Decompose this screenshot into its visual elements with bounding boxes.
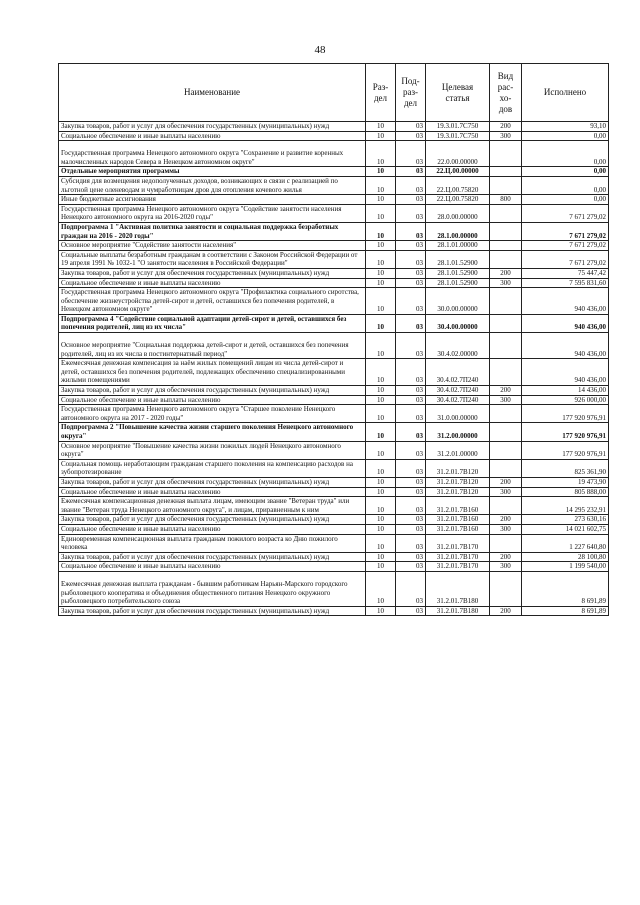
cell-section: 10 — [366, 288, 396, 315]
cell-name: Закупка товаров, работ и услуг для обеспечения государственных (муниципальных) нужд — [59, 386, 366, 396]
cell-target-article: 31.2.01.7В120 — [426, 459, 490, 477]
cell-subsection: 03 — [396, 176, 426, 194]
cell-name: Ежемесячная денежная компенсация за наём жилых помещений лицам из числа детей-сирот и детей, оставшихся без попечения родителей, подлежащих обеспечению специализированными жилыми помещениями — [59, 359, 366, 386]
header-section: Раз- дел — [366, 64, 396, 122]
table-row — [59, 386, 609, 396]
cell-subsection: 03 — [396, 278, 426, 288]
cell-subsection: 03 — [396, 386, 426, 396]
cell-expense-type: 200 — [490, 122, 522, 132]
cell-expense-type: 300 — [490, 395, 522, 405]
cell-section: 10 — [366, 122, 396, 132]
cell-name: Государственная программа Ненецкого автономного округа "Сохранение и развитие коренных малочисленных народов Севера в Ненецком автономном округе" — [59, 141, 366, 167]
table-row — [59, 288, 609, 315]
cell-expense-type: 200 — [490, 268, 522, 278]
cell-expense-type: 300 — [490, 487, 522, 497]
cell-executed: 28 100,80 — [522, 552, 609, 562]
cell-expense-type — [490, 359, 522, 386]
cell-subsection: 03 — [396, 606, 426, 616]
cell-expense-type: 200 — [490, 386, 522, 396]
cell-target-article: 22.0.00.00000 — [426, 141, 490, 167]
table-row — [59, 278, 609, 288]
cell-executed: 8 691,89 — [522, 606, 609, 616]
cell-subsection: 03 — [396, 405, 426, 423]
cell-expense-type — [490, 497, 522, 515]
table-row — [59, 606, 609, 616]
cell-subsection: 03 — [396, 477, 426, 487]
cell-name: Отдельные мероприятия программы — [59, 167, 366, 177]
cell-subsection: 03 — [396, 552, 426, 562]
table-row — [59, 176, 609, 194]
cell-executed: 14 021 602,75 — [522, 524, 609, 534]
cell-name: Закупка товаров, работ и услуг для обеспечения государственных (муниципальных) нужд — [59, 477, 366, 487]
cell-subsection: 03 — [396, 250, 426, 268]
cell-name: Ежемесячная денежная выплата гражданам - бывшим работникам Нарьян-Марского городского рыболовецкого кооператива и объединения общественного питания Ненецкого окружного рыболовецкого потребительского союза — [59, 571, 366, 606]
cell-subsection: 03 — [396, 288, 426, 315]
cell-executed: 14 295 232,91 — [522, 497, 609, 515]
cell-name: Государственная программа Ненецкого автономного округа "Содействие занятости населения Ненецкого автономного округа на 2016-2020 годы" — [59, 204, 366, 222]
table-row — [59, 204, 609, 222]
cell-expense-type — [490, 222, 522, 240]
table-row — [59, 477, 609, 487]
cell-name: Подпрограмма 1 "Активная политика занятости и социальная поддержка безработных граждан на 2016 - 2020 годы" — [59, 222, 366, 240]
cell-subsection: 03 — [396, 204, 426, 222]
cell-target-article: 31.2.01.7В160 — [426, 524, 490, 534]
cell-expense-type — [490, 176, 522, 194]
budget-table — [58, 63, 609, 616]
cell-target-article: 31.2.01.00000 — [426, 441, 490, 459]
cell-executed: 7 671 279,02 — [522, 204, 609, 222]
cell-name: Государственная программа Ненецкого автономного округа "Старшее поколение Ненецкого автономного округа на 2017 - 2020 годы" — [59, 405, 366, 423]
cell-target-article: 22.Ц.00.75820 — [426, 195, 490, 205]
table-row — [59, 141, 609, 167]
cell-name: Социальное обеспечение и иные выплаты населению — [59, 562, 366, 572]
cell-expense-type — [490, 167, 522, 177]
cell-executed: 14 436,00 — [522, 386, 609, 396]
cell-expense-type — [490, 423, 522, 441]
cell-name: Социальные выплаты безработным гражданам в соответствии с Законом Российской Федерации от 19 апреля 1991 № 1032-1 "О занятости населения в Российской Федерации" — [59, 250, 366, 268]
table-row — [59, 423, 609, 441]
table-header-row — [59, 64, 609, 122]
table-row — [59, 395, 609, 405]
cell-section: 10 — [366, 571, 396, 606]
cell-subsection: 03 — [396, 423, 426, 441]
table-row — [59, 405, 609, 423]
cell-executed: 273 630,16 — [522, 515, 609, 525]
table-row — [59, 552, 609, 562]
cell-target-article: 28.1.01.52900 — [426, 250, 490, 268]
cell-section: 10 — [366, 395, 396, 405]
cell-name: Социальное обеспечение и иные выплаты населению — [59, 278, 366, 288]
cell-section: 10 — [366, 562, 396, 572]
cell-name: Подпрограмма 4 "Содействие социальной адаптации детей-сирот и детей, оставшихся без попечения родителей, лиц из их числа" — [59, 314, 366, 332]
table-row — [59, 571, 609, 606]
cell-target-article: 28.1.01.52900 — [426, 278, 490, 288]
table-row — [59, 250, 609, 268]
table-row — [59, 241, 609, 251]
cell-target-article: 30.4.02.7П240 — [426, 359, 490, 386]
cell-name: Единовременная компенсационная выплата гражданам пожилого возраста ко Дню пожилого человека — [59, 534, 366, 552]
cell-executed: 1 199 540,00 — [522, 562, 609, 572]
cell-subsection: 03 — [396, 534, 426, 552]
cell-target-article: 19.3.01.7С750 — [426, 131, 490, 141]
header-name: Наименование — [59, 64, 366, 122]
cell-section: 10 — [366, 497, 396, 515]
cell-name: Закупка товаров, работ и услуг для обеспечения государственных (муниципальных) нужд — [59, 515, 366, 525]
cell-name: Социальное обеспечение и иные выплаты населению — [59, 487, 366, 497]
cell-target-article: 31.2.01.7В160 — [426, 497, 490, 515]
cell-target-article: 31.2.01.7В180 — [426, 606, 490, 616]
cell-target-article: 28.1.00.00000 — [426, 222, 490, 240]
cell-executed: 805 888,00 — [522, 487, 609, 497]
cell-executed: 940 436,00 — [522, 314, 609, 332]
table-row — [59, 314, 609, 332]
cell-executed: 19 473,90 — [522, 477, 609, 487]
cell-executed: 177 920 976,91 — [522, 441, 609, 459]
cell-executed: 940 436,00 — [522, 359, 609, 386]
cell-name: Основное мероприятие "Содействие занятости населения" — [59, 241, 366, 251]
cell-executed: 8 691,89 — [522, 571, 609, 606]
cell-target-article: 19.3.01.7С750 — [426, 122, 490, 132]
cell-executed: 7 671 279,02 — [522, 222, 609, 240]
cell-target-article: 31.2.01.7В170 — [426, 562, 490, 572]
cell-expense-type: 300 — [490, 278, 522, 288]
table-row — [59, 195, 609, 205]
cell-target-article: 30.4.02.00000 — [426, 333, 490, 359]
cell-subsection: 03 — [396, 195, 426, 205]
cell-name: Закупка товаров, работ и услуг для обеспечения государственных (муниципальных) нужд — [59, 268, 366, 278]
cell-name: Социальное обеспечение и иные выплаты населению — [59, 395, 366, 405]
cell-executed: 7 671 279,02 — [522, 241, 609, 251]
cell-target-article: 31.2.01.7В120 — [426, 477, 490, 487]
cell-section: 10 — [366, 141, 396, 167]
cell-subsection: 03 — [396, 333, 426, 359]
cell-section: 10 — [366, 359, 396, 386]
cell-expense-type: 300 — [490, 524, 522, 534]
cell-subsection: 03 — [396, 167, 426, 177]
cell-name: Подпрограмма 2 "Повышение качества жизни старшего поколения Ненецкого автономного округа" — [59, 423, 366, 441]
cell-subsection: 03 — [396, 497, 426, 515]
cell-name: Иные бюджетные ассигнования — [59, 195, 366, 205]
cell-expense-type: 300 — [490, 562, 522, 572]
cell-executed: 926 000,00 — [522, 395, 609, 405]
table-row — [59, 167, 609, 177]
cell-name: Государственная программа Ненецкого автономного округа "Профилактика социального сиротства, обеспечение жизнеустройства детей-сирот и детей, оставшихся без попечения родителей, в Ненецком автономном округе" — [59, 288, 366, 315]
cell-subsection: 03 — [396, 487, 426, 497]
cell-section: 10 — [366, 204, 396, 222]
table-row — [59, 487, 609, 497]
cell-expense-type: 800 — [490, 195, 522, 205]
cell-executed: 940 436,00 — [522, 288, 609, 315]
cell-expense-type: 300 — [490, 131, 522, 141]
cell-subsection: 03 — [396, 515, 426, 525]
cell-expense-type — [490, 534, 522, 552]
cell-executed: 75 447,42 — [522, 268, 609, 278]
table-body — [59, 122, 609, 616]
cell-name: Закупка товаров, работ и услуг для обеспечения государственных (муниципальных) нужд — [59, 122, 366, 132]
cell-section: 10 — [366, 195, 396, 205]
cell-section: 10 — [366, 250, 396, 268]
cell-target-article: 30.4.00.00000 — [426, 314, 490, 332]
cell-target-article: 30.4.02.7П240 — [426, 386, 490, 396]
cell-section: 10 — [366, 241, 396, 251]
cell-subsection: 03 — [396, 141, 426, 167]
cell-target-article: 28.1.01.52900 — [426, 268, 490, 278]
cell-expense-type — [490, 241, 522, 251]
cell-subsection: 03 — [396, 314, 426, 332]
cell-target-article: 28.0.00.00000 — [426, 204, 490, 222]
cell-expense-type — [490, 405, 522, 423]
cell-expense-type: 200 — [490, 606, 522, 616]
cell-name: Основное мероприятие "Повышение качества жизни пожилых людей Ненецкого автономного округа" — [59, 441, 366, 459]
table-row — [59, 459, 609, 477]
cell-expense-type — [490, 141, 522, 167]
cell-subsection: 03 — [396, 131, 426, 141]
cell-section: 10 — [366, 552, 396, 562]
cell-target-article: 31.2.01.7В170 — [426, 552, 490, 562]
cell-expense-type — [490, 459, 522, 477]
cell-target-article: 30.0.00.00000 — [426, 288, 490, 315]
cell-name: Субсидия для возмещения недополученных доходов, возникающих в связи с реализацией по льготной цене оленеводам и чумработницам дров для отопления кочевого жилья — [59, 176, 366, 194]
cell-expense-type — [490, 288, 522, 315]
cell-section: 10 — [366, 423, 396, 441]
cell-section: 10 — [366, 333, 396, 359]
cell-section: 10 — [366, 222, 396, 240]
cell-executed: 177 920 976,91 — [522, 405, 609, 423]
cell-section: 10 — [366, 405, 396, 423]
table-row — [59, 222, 609, 240]
cell-expense-type: 200 — [490, 552, 522, 562]
header-target-article: Целевая статья — [426, 64, 490, 122]
cell-executed: 1 227 640,80 — [522, 534, 609, 552]
cell-name: Основное мероприятие "Социальная поддержка детей-сирот и детей, оставшихся без попечения родителей, лиц из их числа в постинтернатный период" — [59, 333, 366, 359]
cell-section: 10 — [366, 477, 396, 487]
cell-section: 10 — [366, 459, 396, 477]
cell-name: Социальное обеспечение и иные выплаты населению — [59, 131, 366, 141]
cell-subsection: 03 — [396, 441, 426, 459]
header-expense-type: Вид рас- хо- дов — [490, 64, 522, 122]
cell-section: 10 — [366, 487, 396, 497]
cell-section: 10 — [366, 515, 396, 525]
cell-subsection: 03 — [396, 395, 426, 405]
cell-expense-type — [490, 441, 522, 459]
cell-section: 10 — [366, 524, 396, 534]
cell-section: 10 — [366, 441, 396, 459]
cell-subsection: 03 — [396, 571, 426, 606]
cell-target-article: 31.2.01.7В170 — [426, 534, 490, 552]
table-row — [59, 534, 609, 552]
table-row — [59, 268, 609, 278]
cell-subsection: 03 — [396, 459, 426, 477]
header-subsection: Под- раз- дел — [396, 64, 426, 122]
cell-subsection: 03 — [396, 241, 426, 251]
cell-executed: 0,00 — [522, 195, 609, 205]
cell-executed: 0,00 — [522, 141, 609, 167]
cell-executed: 7 671 279,02 — [522, 250, 609, 268]
cell-executed: 7 595 831,60 — [522, 278, 609, 288]
cell-name: Социальное обеспечение и иные выплаты населению — [59, 524, 366, 534]
cell-section: 10 — [366, 278, 396, 288]
cell-subsection: 03 — [396, 524, 426, 534]
cell-subsection: 03 — [396, 268, 426, 278]
cell-target-article: 28.1.01.00000 — [426, 241, 490, 251]
table-row — [59, 131, 609, 141]
cell-expense-type — [490, 333, 522, 359]
cell-subsection: 03 — [396, 359, 426, 386]
cell-target-article: 31.2.01.7В160 — [426, 515, 490, 525]
cell-section: 10 — [366, 314, 396, 332]
table-row — [59, 122, 609, 132]
cell-section: 10 — [366, 131, 396, 141]
page-number: 48 — [314, 44, 326, 56]
cell-expense-type — [490, 204, 522, 222]
cell-subsection: 03 — [396, 562, 426, 572]
cell-target-article: 31.2.01.7В180 — [426, 571, 490, 606]
cell-target-article: 30.4.02.7П240 — [426, 395, 490, 405]
cell-expense-type: 200 — [490, 477, 522, 487]
cell-section: 10 — [366, 268, 396, 278]
cell-executed: 0,00 — [522, 131, 609, 141]
cell-executed: 0,00 — [522, 176, 609, 194]
cell-name: Социальная помощь неработающим гражданам старшего поколения на компенсацию расходов на зубопротезирование — [59, 459, 366, 477]
cell-subsection: 03 — [396, 122, 426, 132]
table-row — [59, 441, 609, 459]
cell-expense-type — [490, 250, 522, 268]
cell-target-article: 22.Ц.00.75820 — [426, 176, 490, 194]
cell-expense-type: 200 — [490, 515, 522, 525]
cell-subsection: 03 — [396, 222, 426, 240]
table-row — [59, 515, 609, 525]
cell-target-article: 31.0.00.00000 — [426, 405, 490, 423]
table-row — [59, 524, 609, 534]
cell-section: 10 — [366, 606, 396, 616]
cell-target-article: 31.2.00.00000 — [426, 423, 490, 441]
cell-name: Закупка товаров, работ и услуг для обеспечения государственных (муниципальных) нужд — [59, 552, 366, 562]
table-row — [59, 359, 609, 386]
table-row — [59, 497, 609, 515]
cell-executed: 825 361,90 — [522, 459, 609, 477]
cell-section: 10 — [366, 176, 396, 194]
table-row — [59, 562, 609, 572]
cell-name: Закупка товаров, работ и услуг для обеспечения государственных (муниципальных) нужд — [59, 606, 366, 616]
header-executed: Исполнено — [522, 64, 609, 122]
cell-target-article: 31.2.01.7В120 — [426, 487, 490, 497]
cell-section: 10 — [366, 534, 396, 552]
cell-executed: 0,00 — [522, 167, 609, 177]
cell-expense-type — [490, 571, 522, 606]
cell-expense-type — [490, 314, 522, 332]
cell-executed: 940 436,00 — [522, 333, 609, 359]
cell-section: 10 — [366, 167, 396, 177]
table-row — [59, 333, 609, 359]
cell-executed: 93,10 — [522, 122, 609, 132]
cell-executed: 177 920 976,91 — [522, 423, 609, 441]
cell-target-article: 22.Ц.00.00000 — [426, 167, 490, 177]
cell-section: 10 — [366, 386, 396, 396]
cell-name: Ежемесячная компенсационная денежная выплата лицам, имеющим звание "Ветеран труда" или звание "Ветеран труда Ненецкого автономного округа", и лицам, приравненным к ним — [59, 497, 366, 515]
